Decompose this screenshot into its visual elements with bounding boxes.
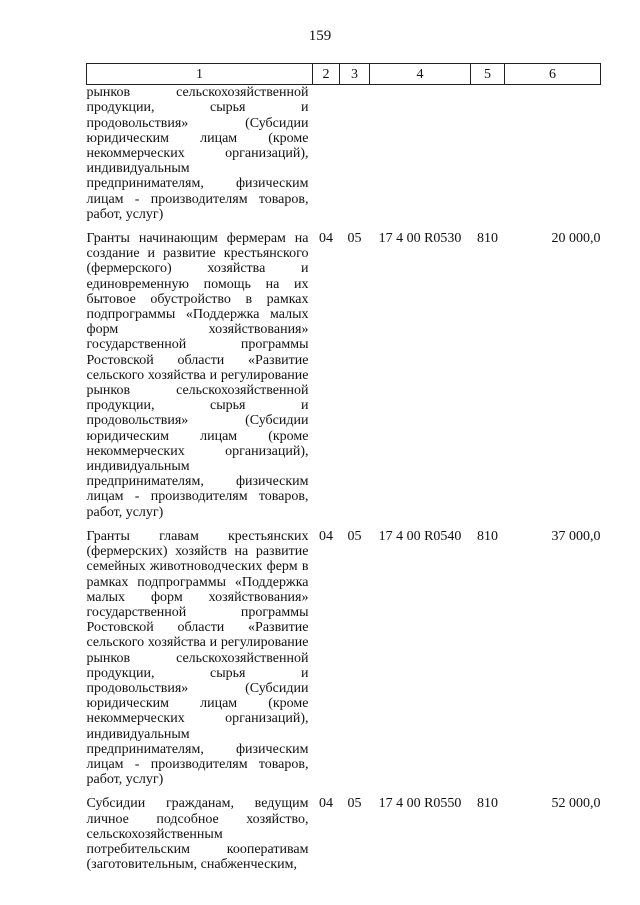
table-row — [87, 529, 601, 796]
row-target-code — [370, 85, 471, 231]
header-col-1: 1 — [87, 64, 313, 85]
row-description: Субсидии гражданам, ведущим личное подсобное хозяйство, сельскохозяйственным потребительским кооперативам (заготовительным, снабженческим, — [86, 796, 309, 873]
header-col-6: 6 — [505, 64, 601, 85]
row-expense-type: 810 — [477, 231, 498, 247]
row-amount: 20 000,0 — [551, 231, 601, 247]
row-section: 04 — [319, 796, 333, 812]
row-section: 04 — [319, 231, 333, 247]
header-col-3: 3 — [340, 64, 370, 85]
row-subsection — [340, 85, 370, 231]
row-description: Гранты главам крестьянских (фермерских) хозяйств на развитие семейных животноводческих ферм в рамках подпрограммы «Поддержка малых форм хозяйствования» государственной программы Ростовской области «Развитие сельского хозяйства и регулирование рынков сельскохозяйственной продукции, сырья и продовольствия» (Субсидии юридическим лицам (кроме некоммерческих организаций), индивидуальным предпринимателям, физическим лицам - производителям товаров, работ, услуг) — [86, 528, 309, 788]
table-row — [87, 796, 601, 881]
row-amount: 37 000,0 — [551, 528, 601, 544]
table-header — [87, 64, 601, 85]
row-expense-type: 810 — [477, 528, 498, 544]
row-expense-type: 810 — [477, 796, 498, 812]
row-description: рынков сельскохозяйственной продукции, сырья и продовольствия» (Субсидии юридическим лицам (кроме некоммерческих организаций), индивидуальным предпринимателям, физическим лицам - производителям товаров, работ, услуг) — [86, 85, 309, 222]
row-target-code: 17 4 00 R0540 — [378, 528, 462, 544]
row-section: 04 — [319, 528, 333, 544]
table-body — [87, 85, 601, 882]
row-amount: 52 000,0 — [551, 796, 601, 812]
row-subsection: 05 — [347, 231, 362, 247]
header-col-2: 2 — [313, 64, 340, 85]
row-subsection: 05 — [347, 796, 362, 812]
row-description: Гранты начинающим фермерам на создание и развитие крестьянского (фермерского) хозяйства и единовременную помощь на их бытовое обустройство в рамках подпрограммы «Поддержка малых форм хозяйствования» государственной программы Ростовской области «Развитие сельского хозяйства и регулирование рынков сельскохозяйственной продукции, сырья и продовольствия» (Субсидии юридическим лицам (кроме некоммерческих организаций), индивидуальным предпринимателям, физическим лицам - производителям товаров, работ, услуг) — [86, 231, 309, 520]
budget-table — [86, 63, 601, 881]
table-row — [87, 85, 601, 231]
row-section — [313, 85, 340, 231]
row-expense-type — [471, 85, 505, 231]
row-amount — [505, 85, 601, 231]
row-target-code: 17 4 00 R0550 — [378, 796, 462, 812]
header-col-5: 5 — [471, 64, 505, 85]
page-number: 159 — [308, 28, 332, 44]
table-row — [87, 231, 601, 529]
row-target-code: 17 4 00 R0530 — [378, 231, 462, 247]
header-row — [87, 64, 601, 85]
header-col-4: 4 — [370, 64, 471, 85]
row-subsection: 05 — [347, 528, 362, 544]
